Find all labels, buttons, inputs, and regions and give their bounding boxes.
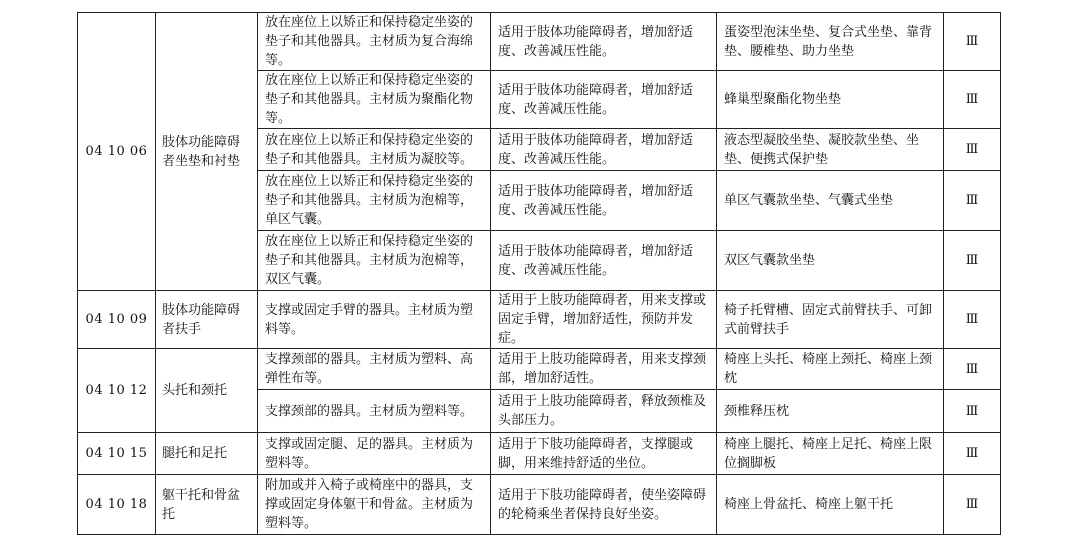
product-examples-cell: 椅座上头托、椅座上颈托、椅座上颈枕 (717, 349, 944, 390)
intended-use-cell: 适用于肢体功能障碍者，增加舒适度、改善减压性能。 (491, 13, 717, 71)
class-cell: Ⅲ (944, 291, 1001, 349)
intended-use-cell: 适用于上肢功能障碍者，释放颈椎及头部压力。 (491, 390, 717, 433)
category-name-cell: 躯干托和骨盆托 (156, 475, 258, 535)
category-name-cell: 腿托和足托 (156, 433, 258, 475)
product-examples-cell: 液态型凝胶坐垫、凝胶款坐垫、坐垫、便携式保护垫 (717, 129, 944, 171)
category-code-cell: 04 10 12 (78, 349, 156, 433)
product-examples-cell: 单区气囊款坐垫、气囊式坐垫 (717, 171, 944, 231)
category-code-cell: 04 10 09 (78, 291, 156, 349)
category-code-cell: 04 10 06 (78, 13, 156, 291)
description-cell: 附加或并入椅子或椅座中的器具，支撑或固定身体躯干和骨盆。主材质为塑料等。 (258, 475, 491, 535)
intended-use-cell: 适用于肢体功能障碍者，增加舒适度、改善减压性能。 (491, 171, 717, 231)
description-cell: 放在座位上以矫正和保持稳定坐姿的垫子和其他器具。主材质为聚酯化物等。 (258, 71, 491, 129)
class-cell: Ⅲ (944, 231, 1001, 291)
table-row (78, 349, 1001, 390)
category-name-cell: 头托和颈托 (156, 349, 258, 433)
device-classification-table (77, 12, 1001, 535)
description-cell: 放在座位上以矫正和保持稳定坐姿的垫子和其他器具。主材质为凝胶等。 (258, 129, 491, 171)
description-cell: 放在座位上以矫正和保持稳定坐姿的垫子和其他器具。主材质为泡棉等，单区气囊。 (258, 171, 491, 231)
intended-use-cell: 适用于肢体功能障碍者，增加舒适度、改善减压性能。 (491, 71, 717, 129)
description-cell: 放在座位上以矫正和保持稳定坐姿的垫子和其他器具。主材质为复合海绵等。 (258, 13, 491, 71)
product-examples-cell: 椅子托臂槽、固定式前臂扶手、可卸式前臂扶手 (717, 291, 944, 349)
category-name-cell: 肢体功能障碍者坐垫和衬垫 (156, 13, 258, 291)
category-code-cell: 04 10 15 (78, 433, 156, 475)
product-examples-cell: 椅座上骨盆托、椅座上躯干托 (717, 475, 944, 535)
product-examples-cell: 双区气囊款坐垫 (717, 231, 944, 291)
description-cell: 放在座位上以矫正和保持稳定坐姿的垫子和其他器具。主材质为泡棉等，双区气囊。 (258, 231, 491, 291)
product-examples-cell: 蛋姿型泡沫坐垫、复合式坐垫、靠背垫、腰椎垫、助力坐垫 (717, 13, 944, 71)
product-examples-cell: 颈椎释压枕 (717, 390, 944, 433)
table-row (78, 291, 1001, 349)
description-cell: 支撑颈部的器具。主材质为塑料等。 (258, 390, 491, 433)
table-row (78, 13, 1001, 71)
description-cell: 支撑或固定腿、足的器具。主材质为塑料等。 (258, 433, 491, 475)
class-cell: Ⅲ (944, 171, 1001, 231)
table-row (78, 433, 1001, 475)
intended-use-cell: 适用于上肢功能障碍者，用来支撑或固定手臂，增加舒适性，预防并发症。 (491, 291, 717, 349)
description-cell: 支撑颈部的器具。主材质为塑料、高弹性布等。 (258, 349, 491, 390)
description-cell: 支撑或固定手臂的器具。主材质为塑料等。 (258, 291, 491, 349)
class-cell: Ⅲ (944, 129, 1001, 171)
product-examples-cell: 蜂巢型聚酯化物坐垫 (717, 71, 944, 129)
table-body (78, 13, 1001, 535)
class-cell: Ⅲ (944, 390, 1001, 433)
product-examples-cell: 椅座上腿托、椅座上足托、椅座上限位搁脚板 (717, 433, 944, 475)
class-cell: Ⅲ (944, 13, 1001, 71)
table-row (78, 475, 1001, 535)
intended-use-cell: 适用于下肢功能障碍者，使坐姿障碍的轮椅乘坐者保持良好坐姿。 (491, 475, 717, 535)
class-cell: Ⅲ (944, 349, 1001, 390)
intended-use-cell: 适用于下肢功能障碍者，支撑腿或脚，用来维持舒适的坐位。 (491, 433, 717, 475)
intended-use-cell: 适用于肢体功能障碍者，增加舒适度、改善减压性能。 (491, 231, 717, 291)
class-cell: Ⅲ (944, 433, 1001, 475)
intended-use-cell: 适用于上肢功能障碍者，用来支撑颈部，增加舒适性。 (491, 349, 717, 390)
class-cell: Ⅲ (944, 71, 1001, 129)
category-name-cell: 肢体功能障碍者扶手 (156, 291, 258, 349)
intended-use-cell: 适用于肢体功能障碍者，增加舒适度、改善减压性能。 (491, 129, 717, 171)
category-code-cell: 04 10 18 (78, 475, 156, 535)
class-cell: Ⅲ (944, 475, 1001, 535)
